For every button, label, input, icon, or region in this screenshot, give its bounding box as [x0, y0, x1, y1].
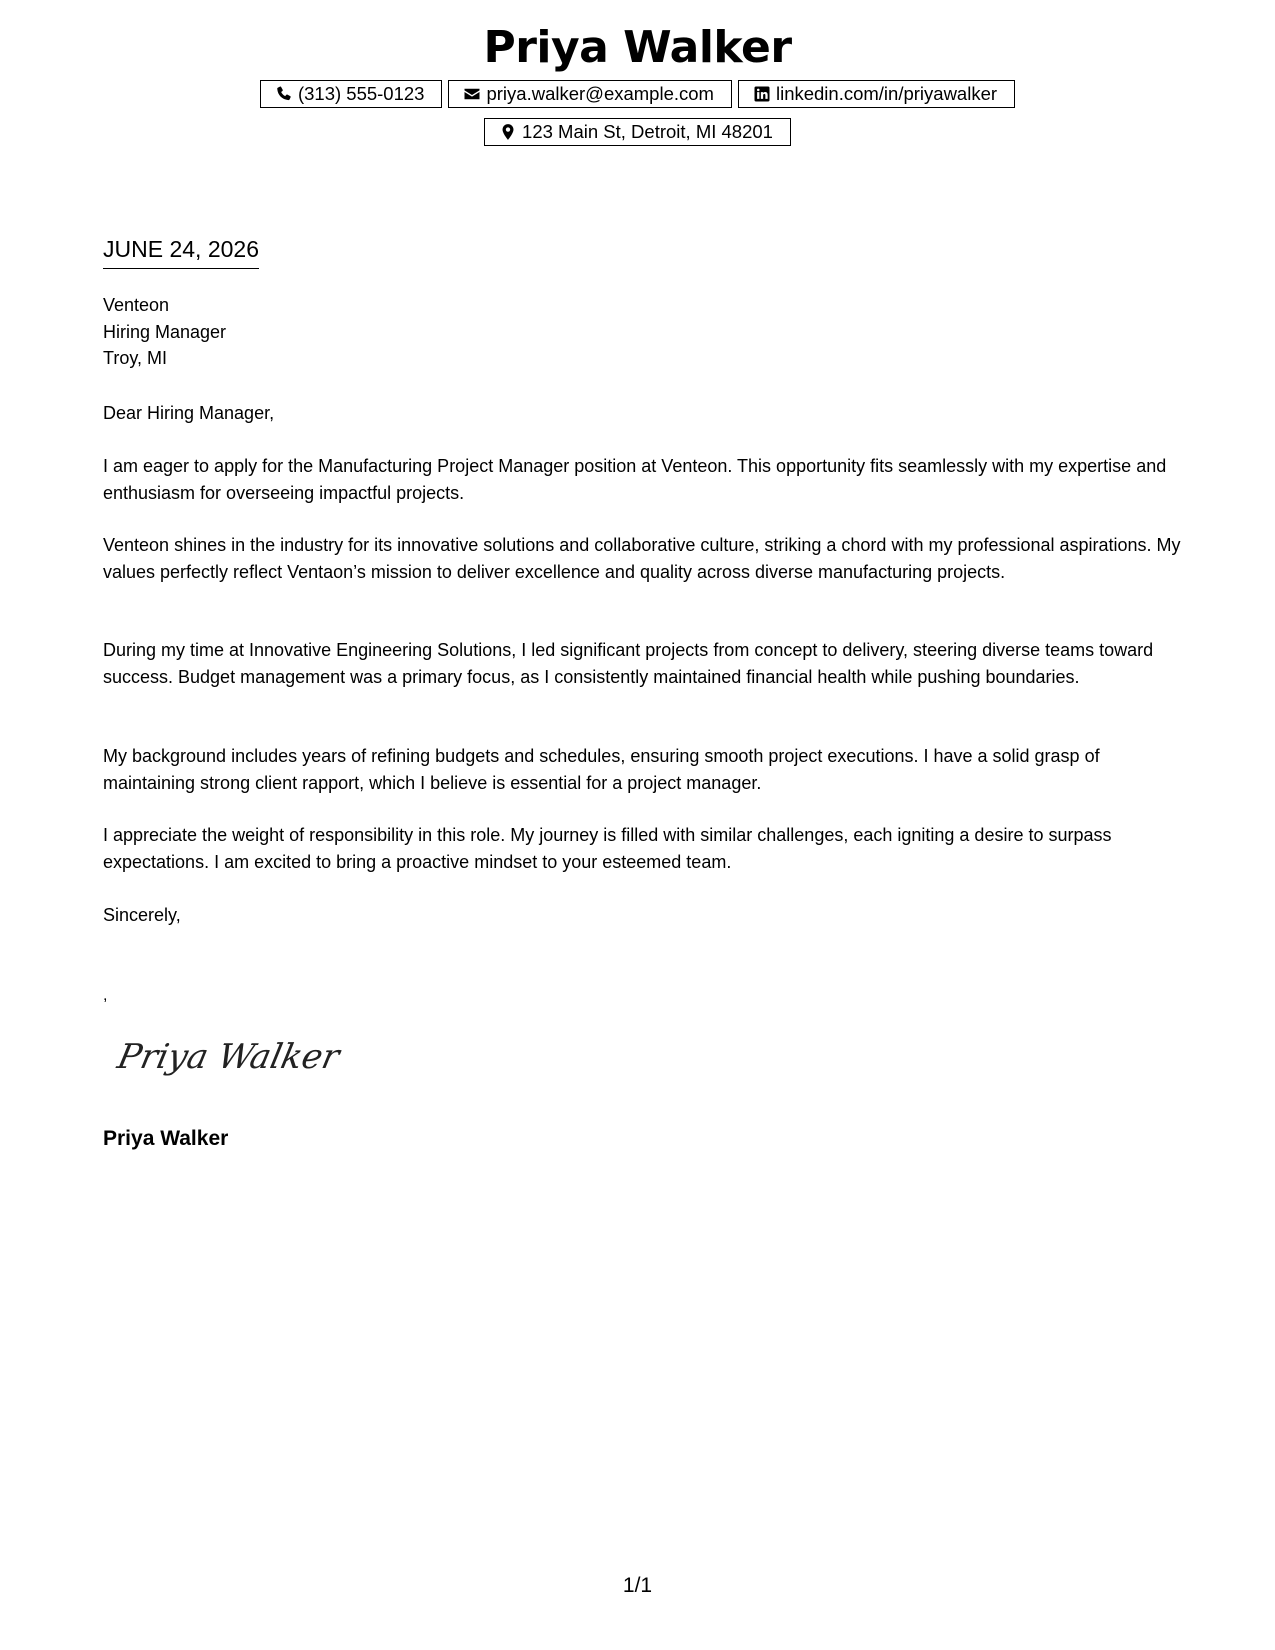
recipient-block	[103, 292, 226, 372]
body-paragraph: Venteon shines in the industry for its innovative solutions and collaborative culture, striking a chord with my professional aspirations. My values perfectly reflect Ventaon’s mission to deliver excellence and quality across diverse manufacturing projects.	[103, 535, 1181, 582]
linkedin-text: linkedin.com/in/priyawalker	[775, 83, 998, 104]
address-text: 123 Main St, Detroit, MI 48201	[522, 121, 773, 142]
body-paragraph: My background includes years of refining budgets and schedules, ensuring smooth project executions. I have a solid grasp of maintaining strong client rapport, which I believe is essential for a project manager.	[103, 746, 1100, 793]
body-paragraph: I appreciate the weight of responsibility in this role. My journey is filled with similar challenges, each igniting a desire to surpass expectations. I am excited to bring a proactive mindset to your esteemed team.	[103, 825, 1112, 872]
signature-image	[110, 1030, 360, 1090]
email-chip	[448, 80, 732, 108]
envelope-icon	[463, 85, 481, 103]
phone-text: (313) 555-0123	[297, 83, 425, 104]
address-row	[0, 118, 1275, 146]
body-paragraph: I am eager to apply for the Manufacturing Project Manager position at Venteon. This opportunity fits seamlessly with my expertise and enthusiasm for overseeing impactful projects.	[103, 456, 1167, 503]
email-text: priya.walker@example.com	[486, 83, 714, 104]
signer-name: Priya Walker	[103, 1127, 229, 1150]
recipient-company: Venteon	[103, 295, 170, 315]
recipient-location: Troy, MI	[103, 348, 167, 368]
closing: Sincerely,	[103, 905, 181, 925]
linkedin-icon	[753, 85, 771, 103]
page-number: 1/1	[622, 1574, 653, 1597]
address-chip	[484, 118, 791, 146]
phone-icon	[275, 85, 293, 103]
closing-comma: ,	[103, 987, 108, 1004]
map-pin-icon	[499, 123, 517, 141]
linkedin-chip	[738, 80, 1015, 108]
header-name: Priya Walker	[483, 22, 792, 73]
signature-text: Priya Walker	[114, 1037, 343, 1077]
recipient-title: Hiring Manager	[103, 321, 227, 342]
salutation: Dear Hiring Manager,	[103, 403, 275, 423]
letter-date: JUNE 24, 2026	[103, 234, 259, 269]
contact-row	[0, 80, 1275, 108]
body-paragraph: During my time at Innovative Engineering Solutions, I led significant projects from concept to delivery, steering diverse teams toward success. Budget management was a primary focus, as I consistently maintained financial health while pushing boundaries.	[103, 640, 1154, 687]
phone-chip	[260, 80, 443, 108]
